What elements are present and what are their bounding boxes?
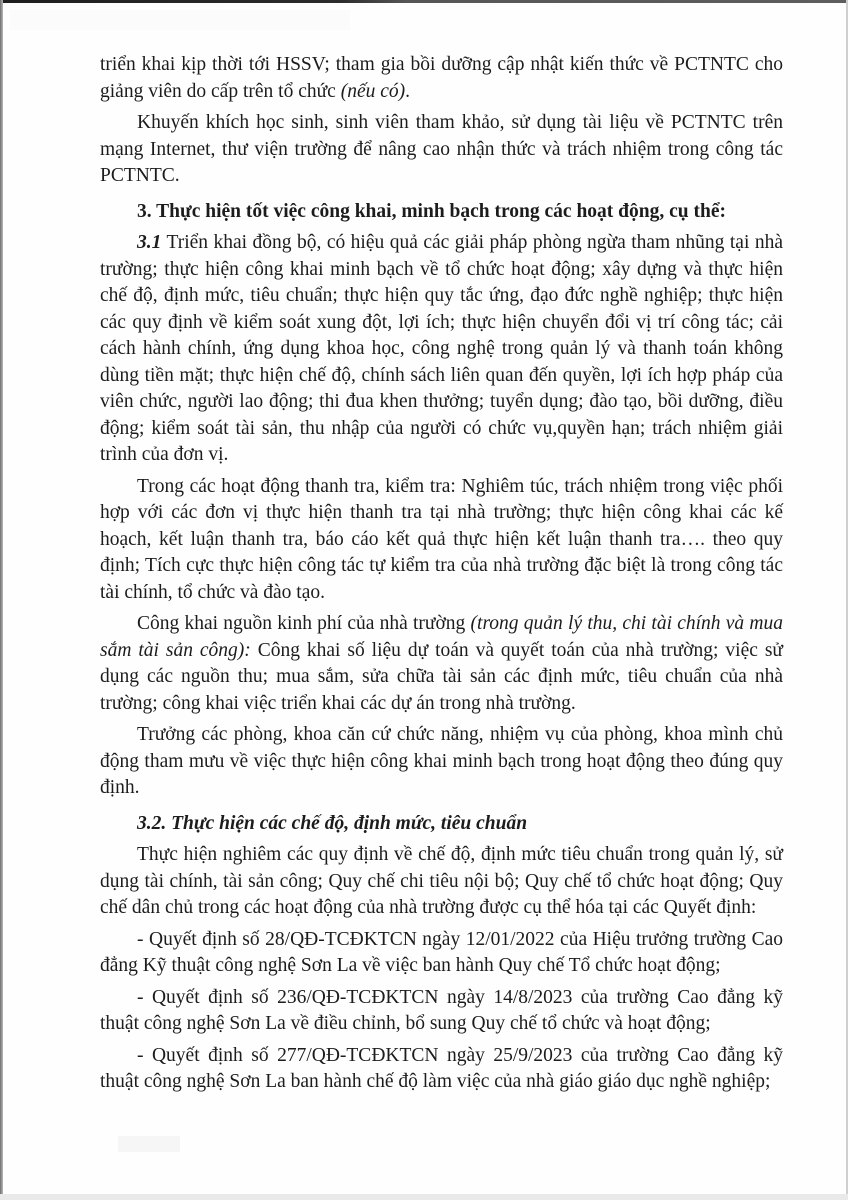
text-run: Triển khai đồng bộ, có hiệu quả các giải pháp phòng ngừa tham nhũng tại nhà trường; thực hiện công khai minh bạch về tổ chức hoạt động; xây dựng và thực hiện chế độ, định mức, tiêu chuẩn; thực hiện quy tắc ứng, đạo đức nghề nghiệp; thực hiện các quy định về kiểm soát xung đột, lợi ích; thực hiện chuyển đổi vị trí công tác; cải cách hành chính, ứng dụng khoa học, công nghệ trong quản lý và thanh toán không dùng tiền mặt; thực hiện chế độ, chính sách liên quan đến quyền, lợi ích hợp pháp của viên chức, người lao động; thi đua khen thưởng; tuyển dụng; đào tạo, bồi dưỡng, điều động; kiểm soát tài sản, thu nhập của người có chức vụ,quyền hạn; trách nhiệm giải trình của đơn vị. xyxy=(100,232,783,465)
text-run: - Quyết định số 28/QĐ-TCĐKTCN ngày 12/01/2022 của Hiệu trưởng trường Cao đẳng Kỹ thuật công nghệ Sơn La về việc ban hành Quy chế Tổ chức hoạt động; xyxy=(100,928,783,976)
text-run: Trưởng các phòng, khoa căn cứ chức năng, nhiệm vụ của phòng, khoa mình chủ động tham mưu về việc thực hiện công khai minh bạch trong hoạt động theo đúng quy định. xyxy=(100,724,783,798)
heading-3 xyxy=(100,199,783,226)
text-run: 3. Thực hiện tốt việc công khai, minh bạch trong các hoạt động, cụ thể: xyxy=(137,200,726,222)
text-run: Công khai nguồn kinh phí của nhà trường xyxy=(137,613,471,634)
text-run: 3.2. Thực hiện các chế độ, định mức, tiêu chuẩn xyxy=(137,812,528,834)
text-run: Khuyến khích học sinh, sinh viên tham khảo, sử dụng tài liệu về PCTNTC trên mạng Internet, thư viện trường để nâng cao nhận thức và trách nhiệm trong công tác PCTNTC. xyxy=(100,112,783,186)
para-truong-cac-phong xyxy=(100,722,783,802)
text-run: - Quyết định số 236/QĐ-TCĐKTCN ngày 14/8/2023 của trường Cao đẳng kỹ thuật công nghệ Sơn La về điều chỉnh, bổ sung Quy chế tổ chức và hoạt động; xyxy=(100,986,783,1034)
para-thuc-hien-nghiem xyxy=(100,842,783,922)
text-run: - Quyết định số 277/QĐ-TCĐKTCN ngày 25/9/2023 của trường Cao đẳng kỹ thuật công nghệ Sơn La ban hành chế độ làm việc của nhà giáo giáo dục nghề nghiệp; xyxy=(100,1044,783,1092)
list-item-qd-277 xyxy=(100,1043,783,1096)
list-item-qd-236 xyxy=(100,985,783,1038)
scan-artifact xyxy=(118,1136,180,1152)
page-edge-left xyxy=(0,0,3,1200)
para-thanh-tra xyxy=(100,474,783,607)
text-run: Thực hiện nghiêm các quy định về chế độ, định mức tiêu chuẩn trong quản lý, sử dụng tài chính, tài sản công; Quy chế chi tiêu nội bộ; Quy chế tổ chức hoạt động; Quy chế dân chủ trong các hoạt động của nhà trường được cụ thể hóa tại các Quyết định: xyxy=(100,844,783,918)
text-run: . xyxy=(405,80,411,102)
page-edge-bottom xyxy=(0,1194,848,1200)
list-item-qd-28 xyxy=(100,927,783,980)
page-edge-top xyxy=(0,0,848,3)
heading-3-2 xyxy=(100,811,783,838)
text-run: Công khai số liệu dự toán và quyết toán của nhà trường; việc sử dụng các nguồn thu; mua sắm, sửa chữa tài sản các định mức, tiêu chuẩn của nhà trường; công khai việc triển khai các dự án trong nhà trường. xyxy=(100,639,783,714)
text-run: triển khai kịp thời tới HSSV; tham gia bồi dưỡng cập nhật kiến thức về PCTNTC cho giảng viên do cấp trên tổ chức xyxy=(100,54,783,102)
para-cong-khai-kinh-phi xyxy=(100,611,783,717)
para-continuation xyxy=(100,52,783,105)
text-run: Trong các hoạt động thanh tra, kiểm tra: Nghiêm túc, trách nhiệm trong việc phối hợp với các đơn vị thực hiện thanh tra tại nhà trường; thực hiện công khai các kế hoạch, kết luận thanh tra, báo cáo kết quả thực hiện kết luận thanh tra…. theo quy định; Tích cực thực hiện công tác tự kiểm tra của nhà trường đặc biệt là trong công tác tài chính, tổ chức và đào tạo. xyxy=(100,475,783,603)
para-khuyen-khich xyxy=(100,110,783,190)
document-content xyxy=(100,52,783,1096)
text-run: 3.1 xyxy=(137,232,162,253)
scan-artifact xyxy=(10,10,350,30)
text-run: (nếu có) xyxy=(340,80,406,102)
para-3-1 xyxy=(100,230,783,469)
text-run: (trong quản lý thu, chi tài chính và mua sắm tài sản công): xyxy=(100,613,783,661)
